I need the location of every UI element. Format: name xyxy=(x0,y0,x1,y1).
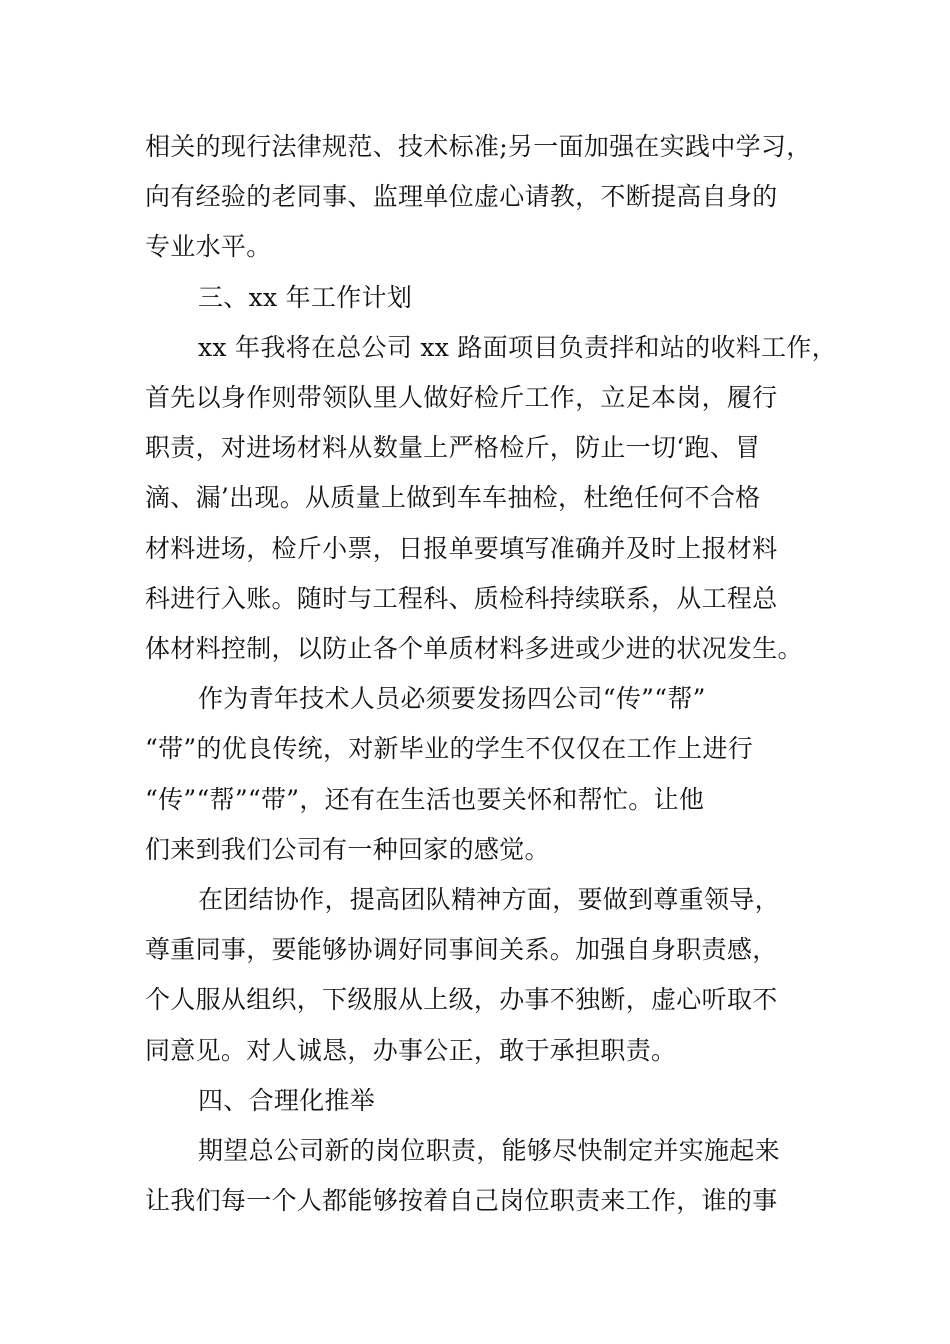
text-line: “传”“帮”“带”，还有在生活也要关怀和帮忙。让他 xyxy=(145,785,705,814)
text-line: 让我们每一个人都能够按着自己岗位职责来工作，谁的事 xyxy=(145,1186,778,1215)
text-line: 材料进场，检斤小票，日报单要填写准确并及时上报材料 xyxy=(145,534,778,563)
text-line: 们来到我们公司有一种回家的感觉。 xyxy=(145,835,550,864)
text-line: 首先以身作则带领队里人做好检斤工作，立足本岗，履行 xyxy=(145,383,778,412)
text-line: 期望总公司新的岗位职责，能够尽快制定并实施起来 xyxy=(198,1136,780,1165)
text-line: 同意见。对人诚恳，办事公正，敢于承担职责。 xyxy=(145,1036,677,1065)
text-line: 体材料控制，以防止各个单质材料多进或少进的状况发生。 xyxy=(145,634,803,663)
text-line: 滴、漏’出现。从质量上做到车车抽检，杜绝任何不合格 xyxy=(145,483,761,512)
text-line: xx 年我将在总公司 xx 路面项目负责拌和站的收料工作， xyxy=(198,333,837,362)
text-line: 作为青年技术人员必须要发扬四公司“传”“帮” xyxy=(198,684,706,713)
text-line: 个人服从组织，下级服从上级，办事不独断，虚心听取不 xyxy=(145,985,778,1014)
text-line: 尊重同事，要能够协调好同事间关系。加强自身职责感， xyxy=(145,935,778,964)
text-line: 向有经验的老同事、监理单位虚心请教，不断提高自身的 xyxy=(145,182,778,211)
text-line: 职责，对进场材料从数量上严格检斤，防止一切‘跑、冒 xyxy=(145,433,761,462)
section-heading: 三、xx 年工作计划 xyxy=(198,283,413,312)
text-line: 相关的现行法律规范、技术标准;另一面加强在实践中学习， xyxy=(145,132,812,161)
text-line: 科进行入账。随时与工程科、质检科持续联系，从工程总 xyxy=(145,584,778,613)
text-line: 专业水平。 xyxy=(145,232,272,261)
text-line: “带”的优良传统，对新毕业的学生不仅仅在工作上进行 xyxy=(145,734,754,763)
text-line: 在团结协作，提高团队精神方面，要做到尊重领导， xyxy=(198,885,780,914)
section-heading: 四、合理化推举 xyxy=(198,1086,376,1115)
